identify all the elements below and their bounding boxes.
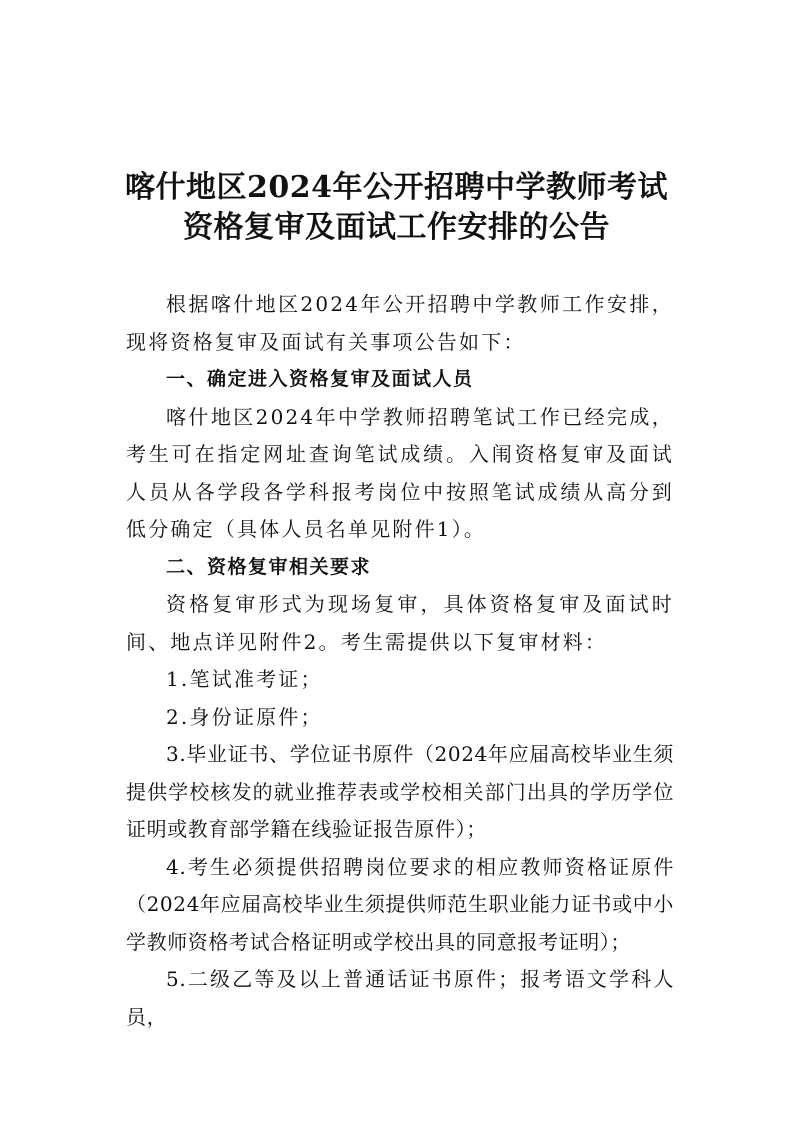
section-2-heading: 二、资格复审相关要求 bbox=[166, 555, 372, 578]
document-title bbox=[0, 168, 793, 248]
section-1-heading: 一、确定进入资格复审及面试人员 bbox=[166, 368, 474, 390]
document-body bbox=[126, 286, 674, 1036]
list-item-4: 4.考生必须提供招聘岗位要求的相应教师资格证原件（2024年应届高校毕业生须提供师范生职业能力证书或中小学教师资格考试合格证明或学校出具的同意报考证明）； bbox=[126, 854, 674, 954]
section-1-paragraph: 喀什地区2024年中学教师招聘笔试工作已经完成，考生可在指定网址查询笔试成绩。入闱资格复审及面试人员从各学段各学科报考岗位中按照笔试成绩从高分到低分确定（具体人员名单见附件1）。 bbox=[126, 404, 674, 541]
intro-paragraph: 根据喀什地区2024年公开招聘中学教师工作安排，现将资格复审及面试有关事项公告如下： bbox=[126, 292, 674, 354]
section-2-paragraph: 资格复审形式为现场复审，具体资格复审及面试时间、地点详见附件2。考生需提供以下复审材料： bbox=[126, 592, 674, 654]
list-item-5: 5.二级乙等及以上普通话证书原件；报考语文学科人员， bbox=[126, 967, 674, 1029]
list-item-2: 2.身份证原件； bbox=[166, 704, 323, 729]
list-item-3: 3.毕业证书、学位证书原件（2024年应届高校毕业生须提供学校核发的就业推荐表或学校相关部门出具的学历学位证明或教育部学籍在线验证报告原件）； bbox=[126, 742, 674, 841]
list-item-1: 1.笔试准考证； bbox=[166, 667, 323, 691]
title-line-2: 资格复审及面试工作安排的公告 bbox=[183, 210, 610, 245]
title-line-1: 喀什地区2024年公开招聘中学教师考试 bbox=[125, 170, 668, 205]
